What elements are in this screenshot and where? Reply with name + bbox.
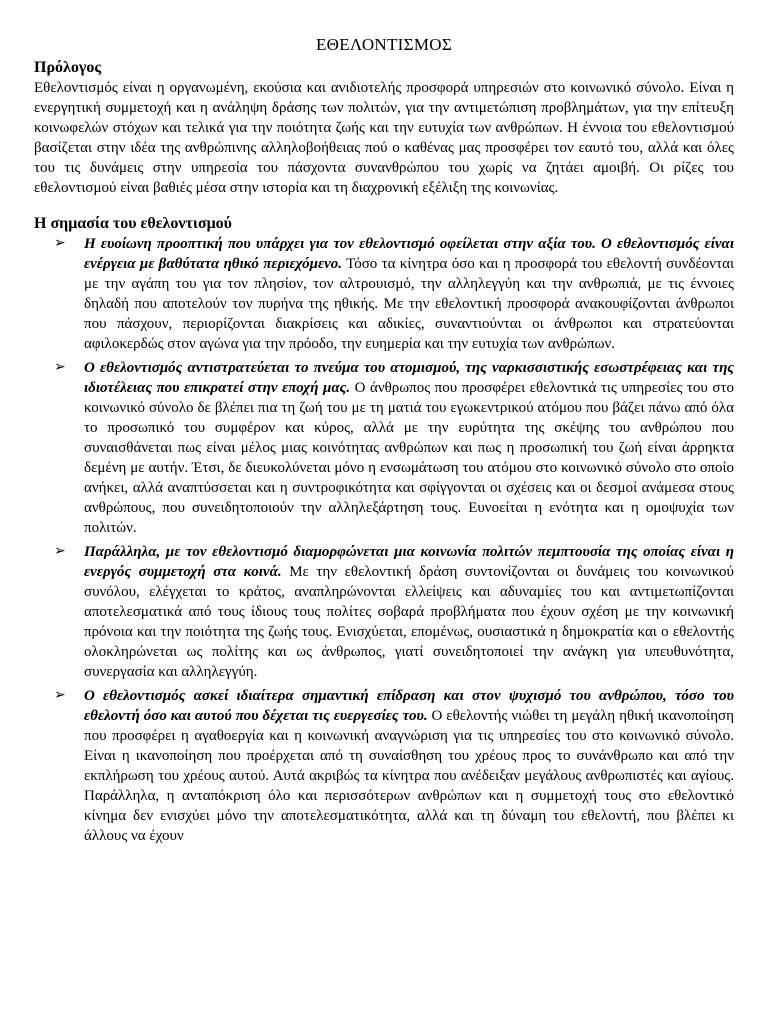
item-lead: Η ευοίωνη προοπτική που υπάρχει για τον εθελοντισμό οφείλεται στην αξία του. Ο εθελοντισμός είναι ενέργεια με βαθύτατα ηθικό περιεχόμενο.: [84, 236, 734, 272]
arrow-bullet-icon: ➢: [54, 544, 66, 559]
arrow-bullet-icon: ➢: [54, 688, 66, 703]
document-title: ΕΘΕΛΟΝΤΙΣΜΟΣ: [315, 35, 453, 54]
list-item: [34, 358, 734, 538]
item-body: Ο άνθρωπος που προσφέρει εθελοντικά τις υπηρεσίες του στο κοινωνικό σύνολο δε βλέπει πια τη ζωή του με τη ματιά του εγωκεντρικού ατόμου που βάζει πάνω από όλα το προσωπικό του συμφέρον και κύρος, αλλά με την ευρύτητα της σκέψης του ανθρώπου που συναισθάνεται πως είναι μέλος μιας κοινότητας ανθρώπων και πως η προσωπική του ζωή είναι άρρηκτα δεμένη με αυτήν. Έτσι, δε διευκολύνεται μόνο η ενσωμάτωση του ατόμου στο κοινωνικό σύνολο στο οποίο ανήκει, αλλά αναπτύσσεται και η συντροφικότητα και σφίγγονται οι σχέσεις και οι δεσμοί ανάμεσα στους ανθρώπους, που συνειδητοποιούν την αλληλεξάρτηση τους. Ευνοείται η ενότητα και η ομοψυχία των πολιτών.: [84, 380, 734, 536]
bullet-list: [34, 234, 734, 846]
list-item: [34, 686, 734, 846]
item-body: Με την εθελοντική δράση συντονίζονται οι δυνάμεις του κοινωνικού συνόλου, ελέγχεται το κράτος, αναπληρώνονται ελλείψεις και αδυναμίες του και αντιμετωπίζονται αποτελεσματικά από τους ίδιους τους πολίτες σοβαρά προβλήματα που έχουν σχέση με την κοινωνική πρόνοια και την ποιότητα της ζωής τους. Ενισχύεται, επομένως, ουσιαστικά η δημοκρατία και ο εθελοντής ολοκληρώνεται ως πολίτης και ως άνθρωπος, γιατί συνειδητοποιεί την ανάγκη για υπευθυνότητα, συνεργασία και αλληλεγγύη.: [84, 564, 734, 680]
item-lead: Ο εθελοντισμός αντιστρατεύεται το πνεύμα του ατομισμού, της ναρκισσιστικής εσωστρέφειας και της ιδιοτέλειας που επικρατεί στην εποχή μας.: [84, 360, 734, 396]
item-lead: Παράλληλα, με τον εθελοντισμό διαμορφώνεται μια κοινωνία πολιτών πεμπτουσία της οποίας είναι η ενεργός συμμετοχή στα κοινά.: [84, 544, 734, 580]
prologue-paragraph: Εθελοντισμός είναι η οργανωμένη, εκούσια και ανιδιοτελής προσφορά υπηρεσιών στο κοινωνικό σύνολο. Είναι η ενεργητική συμμετοχή και η ανάληψη δράσης των πολιτών, για την αντιμετώπιση προβλημάτων, για την επίτευξη κοινωφελών στόχων και τελικά για την ποιότητα ζωής και την ευτυχία των ανθρώπων. Η έννοια του εθελοντισμού βασίζεται στην ιδέα της ανθρώπινης αλληλοβοήθειας πού ο καθένας μας προσφέρει τον εαυτό του, αλλά και όλες του τις δυνάμεις στην υπηρεσία του πάσχοντα συνανθρώπου του χωρίς να ζητάει αμοιβή. Οι ρίζες του εθελοντισμού είναι βαθιές μέσα στην ιστορία και τη διαχρονική εξέλιξη της κοινωνίας.: [34, 80, 734, 196]
list-item: [34, 234, 734, 354]
prologue-heading: Πρόλογος: [34, 59, 102, 76]
document-page: [34, 34, 734, 850]
item-body: Τόσο τα κίνητρα όσο και η προσφορά του εθελοντή συνδέονται με την αγάπη του για τον πλησίον, τον αλτρουισμό, την αλληλεγγύη και την ανθρωπιά, με τις έννοιες δηλαδή που αποτελούν τον πυρήνα της ηθικής. Με την εθελοντική προσφορά ανακουφίζονται άνθρωποι που πάσχουν, περιορίζονται διακρίσεις και αδικίες, συναντιούνται οι άνθρωποι και στρατεύονται αφιλοκερδώς στον αγώνα για την πρόοδο, την ευημερία και την ευτυχία των ανθρώπων.: [84, 256, 735, 352]
arrow-bullet-icon: ➢: [54, 236, 66, 251]
item-lead: Ο εθελοντισμός ασκεί ιδιαίτερα σημαντική επίδραση και στον ψυχισμό του ανθρώπου, τόσο του εθελοντή όσο και αυτού που δέχεται τις ευεργεσίες του.: [84, 688, 734, 724]
list-item: [34, 542, 734, 682]
section-heading: Η σημασία του εθελοντισμού: [34, 215, 232, 232]
item-body: Ο εθελοντής νιώθει τη μεγάλη ηθική ικανοποίηση που προσφέρει η αγαθοεργία και η κοινωνική αναγνώριση για τις υπηρεσίες του στο κοινωνικό σύνολο. Είναι η ικανοποίηση που προέρχεται από τη συναίσθηση του χρέους προς το συνάνθρωπο και από την εκπλήρωση του χρέους αυτού. Αυτά ακριβώς τα κίνητρα που ανέδειξαν μεγάλους ανθρωπιστές και αγίους. Παράλληλα, η ανταπόκριση όλο και περισσότερων ανθρώπων και η συμμετοχή τους στο εθελοντικό κίνημα δεν ενισχύει μόνο την αποτελεσματικότητα, αλλά και τη δύναμη του εθελοντή, που βλέπει κι άλλους να έχουν: [84, 708, 734, 844]
arrow-bullet-icon: ➢: [54, 360, 66, 375]
